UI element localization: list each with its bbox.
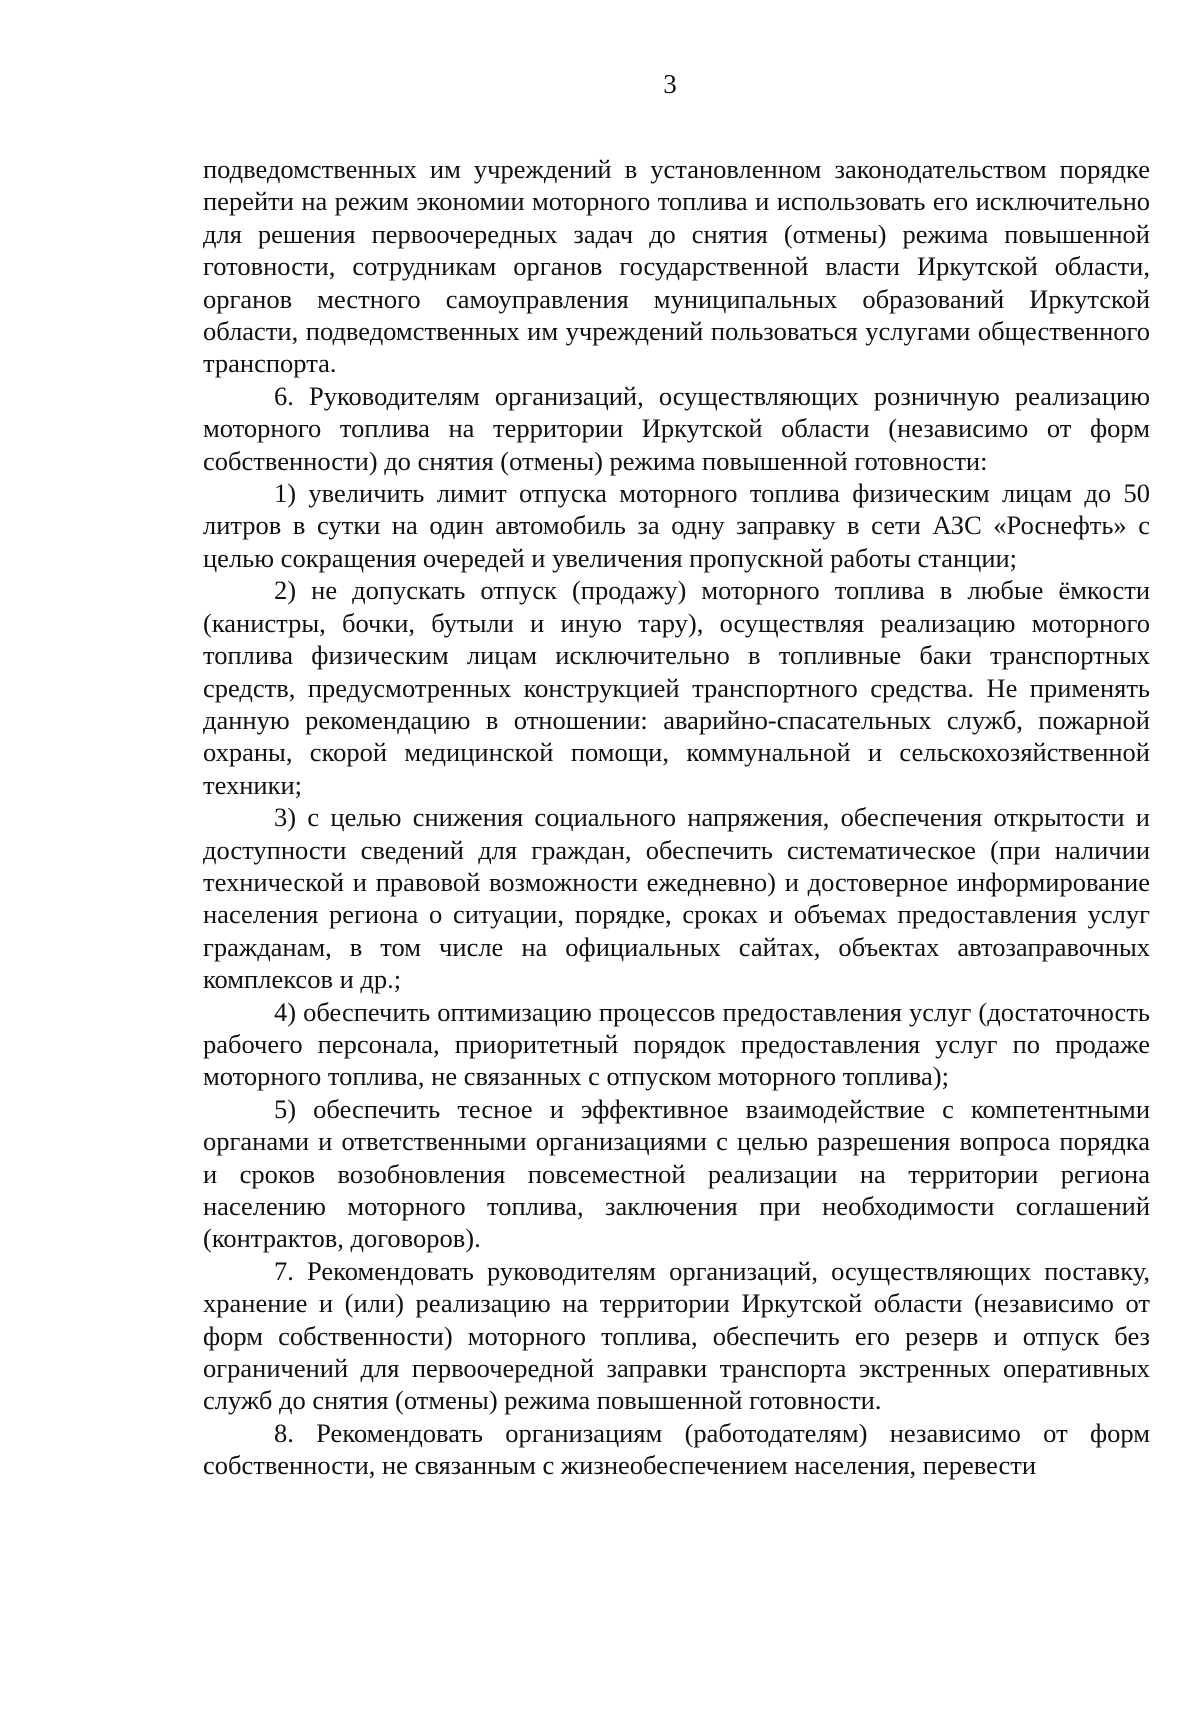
paragraph-continuation: подведомственных им учреждений в установленном законодательством порядке перейти на режим экономии моторного топлива и использовать его исключительно для решения первоочередных задач до снятия (отмены) режима повышенной готовности, сотрудникам органов государственной власти Иркутской области, органов местного самоуправления муниципальных образований Иркутской области, подведомственных им учреждений пользоваться услугами общественного транспорта. — [203, 154, 1150, 379]
paragraph-subitem-5: 5) обеспечить тесное и эффективное взаимодействие с компетентными органами и ответственными организациями с целью разрешения вопроса порядка и сроков возобновления повсеместной реализации на территории региона населению моторного топлива, заключения при необходимости соглашений (контрактов, договоров). — [203, 1093, 1150, 1254]
paragraph-item-8: 8. Рекомендовать организациям (работодателям) независимо от форм собственности, не связанным с жизнеобеспечением населения, перевести — [203, 1417, 1150, 1481]
paragraph-subitem-1: 1) увеличить лимит отпуска моторного топлива физическим лицам до 50 литров в сутки на один автомобиль за одну заправку в сети АЗС «Роснефть» с целью сокращения очередей и увеличения пропускной работы станции; — [203, 478, 1150, 573]
paragraph-item-7: 7. Рекомендовать руководителям организаций, осуществляющих поставку, хранение и (или) реализацию на территории Иркутской области (независимо от форм собственности) моторного топлива, обеспечить его резерв и отпуск без ограничений для первоочередной заправки транспорта экстренных оперативных служб до снятия (отмены) режима повышенной готовности. — [203, 1255, 1150, 1416]
document-body — [203, 153, 1150, 1482]
paragraph-subitem-3: 3) с целью снижения социального напряжения, обеспечения открытости и доступности сведений для граждан, обеспечить систематическое (при наличии технической и правовой возможности ежедневно) и достоверное информирование населения региона о ситуации, порядке, сроках и объемах предоставления услуг гражданам, в том числе на официальных сайтах, объектах автозаправочных комплексов и др.; — [203, 802, 1150, 995]
paragraph-subitem-4: 4) обеспечить оптимизацию процессов предоставления услуг (достаточность рабочего персонала, приоритетный порядок предоставления услуг по продаже моторного топлива, не связанных с отпуском моторного топлива); — [203, 996, 1150, 1092]
paragraph-item-6: 6. Руководителям организаций, осуществляющих розничную реализацию моторного топлива на территории Иркутской области (независимо от форм собственности) до снятия (отмены) режима повышенной готовности: — [203, 380, 1150, 476]
paragraph-subitem-2: 2) не допускать отпуск (продажу) моторного топлива в любые ёмкости (канистры, бочки, бутыли и иную тару), осуществляя реализацию моторного топлива физическим лицам исключительно в топливные баки транспортных средств, предусмотренных конструкцией транспортного средства. Не применять данную рекомендацию в отношении: аварийно-спасательных служб, пожарной охраны, скорой медицинской помощи, коммунальной и сельскохозяйственной техники; — [203, 575, 1150, 800]
page-number: 3 — [663, 69, 677, 99]
